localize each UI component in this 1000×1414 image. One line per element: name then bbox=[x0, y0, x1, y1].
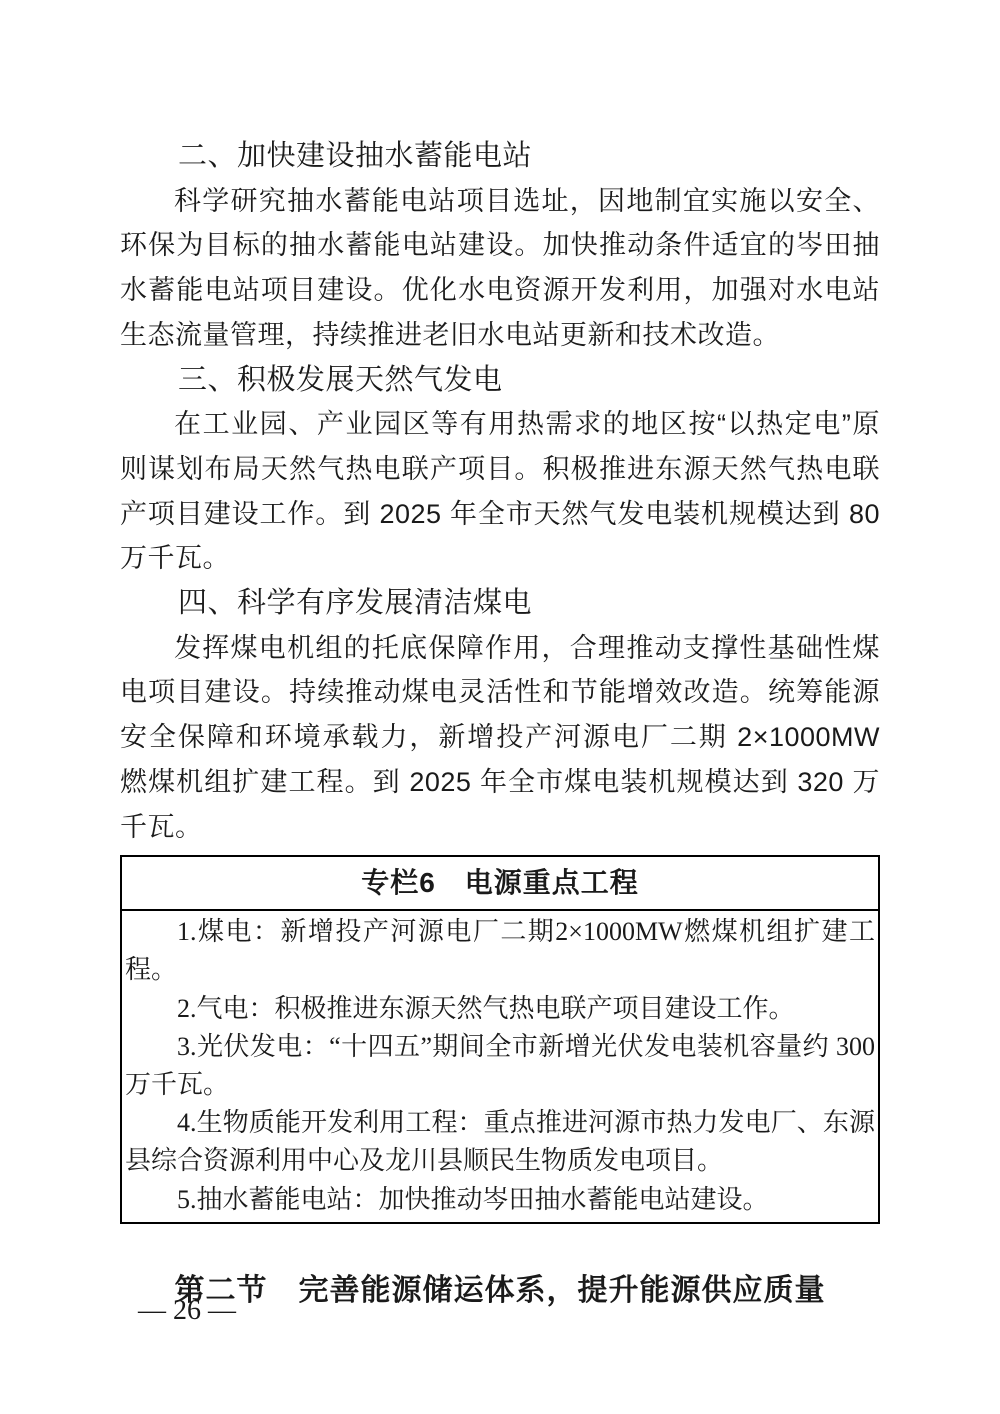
heading-natural-gas: 三、积极发展天然气发电 bbox=[178, 363, 503, 396]
heading-clean-coal: 四、科学有序发展清洁煤电 bbox=[178, 587, 533, 620]
callout-box-power-projects bbox=[120, 855, 880, 1224]
paragraph-pumped-storage: 科学研究抽水蓄能电站项目选址，因地制宜实施以安全、环保为目标的抽水蓄能电站建设。加快推动条件适宜的岑田抽水蓄能电站项目建设。优化水电资源开发利用，加强对水电站生态流量管理，持续推进老旧水电站更新和技术改造。 bbox=[120, 185, 880, 350]
callout-item-pumped-storage: 5.抽水蓄能电站：加快推动岑田抽水蓄能电站建设。 bbox=[177, 1184, 769, 1214]
page-number: — 26 — bbox=[138, 1295, 236, 1326]
page-content bbox=[120, 0, 880, 1314]
paragraph-natural-gas: 在工业园、产业园区等有用热需求的地区按“以热定电”原则谋划布局天然气热电联产项目。积极推进东源天然气热电联产项目建设工作。到 2025 年全市天然气发电装机规模达到 80 万千瓦。 bbox=[120, 409, 880, 574]
paragraph-clean-coal: 发挥煤电机组的托底保障作用，合理推动支撑性基础性煤电项目建设。持续推动煤电灵活性和节能增效改造。统筹能源安全保障和环境承载力，新增投产河源电厂二期 2×1000MW 燃煤机组扩建工程。到 2025 年全市煤电装机规模达到 320 万千瓦。 bbox=[120, 632, 880, 842]
heading-pumped-storage: 二、加快建设抽水蓄能电站 bbox=[178, 140, 533, 172]
callout-title: 专栏6 电源重点工程 bbox=[122, 857, 878, 911]
callout-item-solar: 3.光伏发电：“十四五”期间全市新增光伏发电装机容量约 300 万千瓦。 bbox=[125, 1031, 875, 1100]
callout-item-biomass: 4.生物质能开发利用工程：重点推进河源市热力发电厂、东源县综合资源利用中心及龙川县顺民生物质发电项目。 bbox=[125, 1108, 875, 1176]
section-2-heading: 第二节 完善能源储运体系，提升能源供应质量 bbox=[174, 1273, 826, 1307]
callout-item-gas: 2.气电：积极推进东源天然气热电联产项目建设工作。 bbox=[177, 993, 795, 1023]
callout-body bbox=[122, 911, 878, 1222]
callout-item-coal: 1.煤电：新增投产河源电厂二期2×1000MW燃煤机组扩建工程。 bbox=[125, 917, 875, 985]
